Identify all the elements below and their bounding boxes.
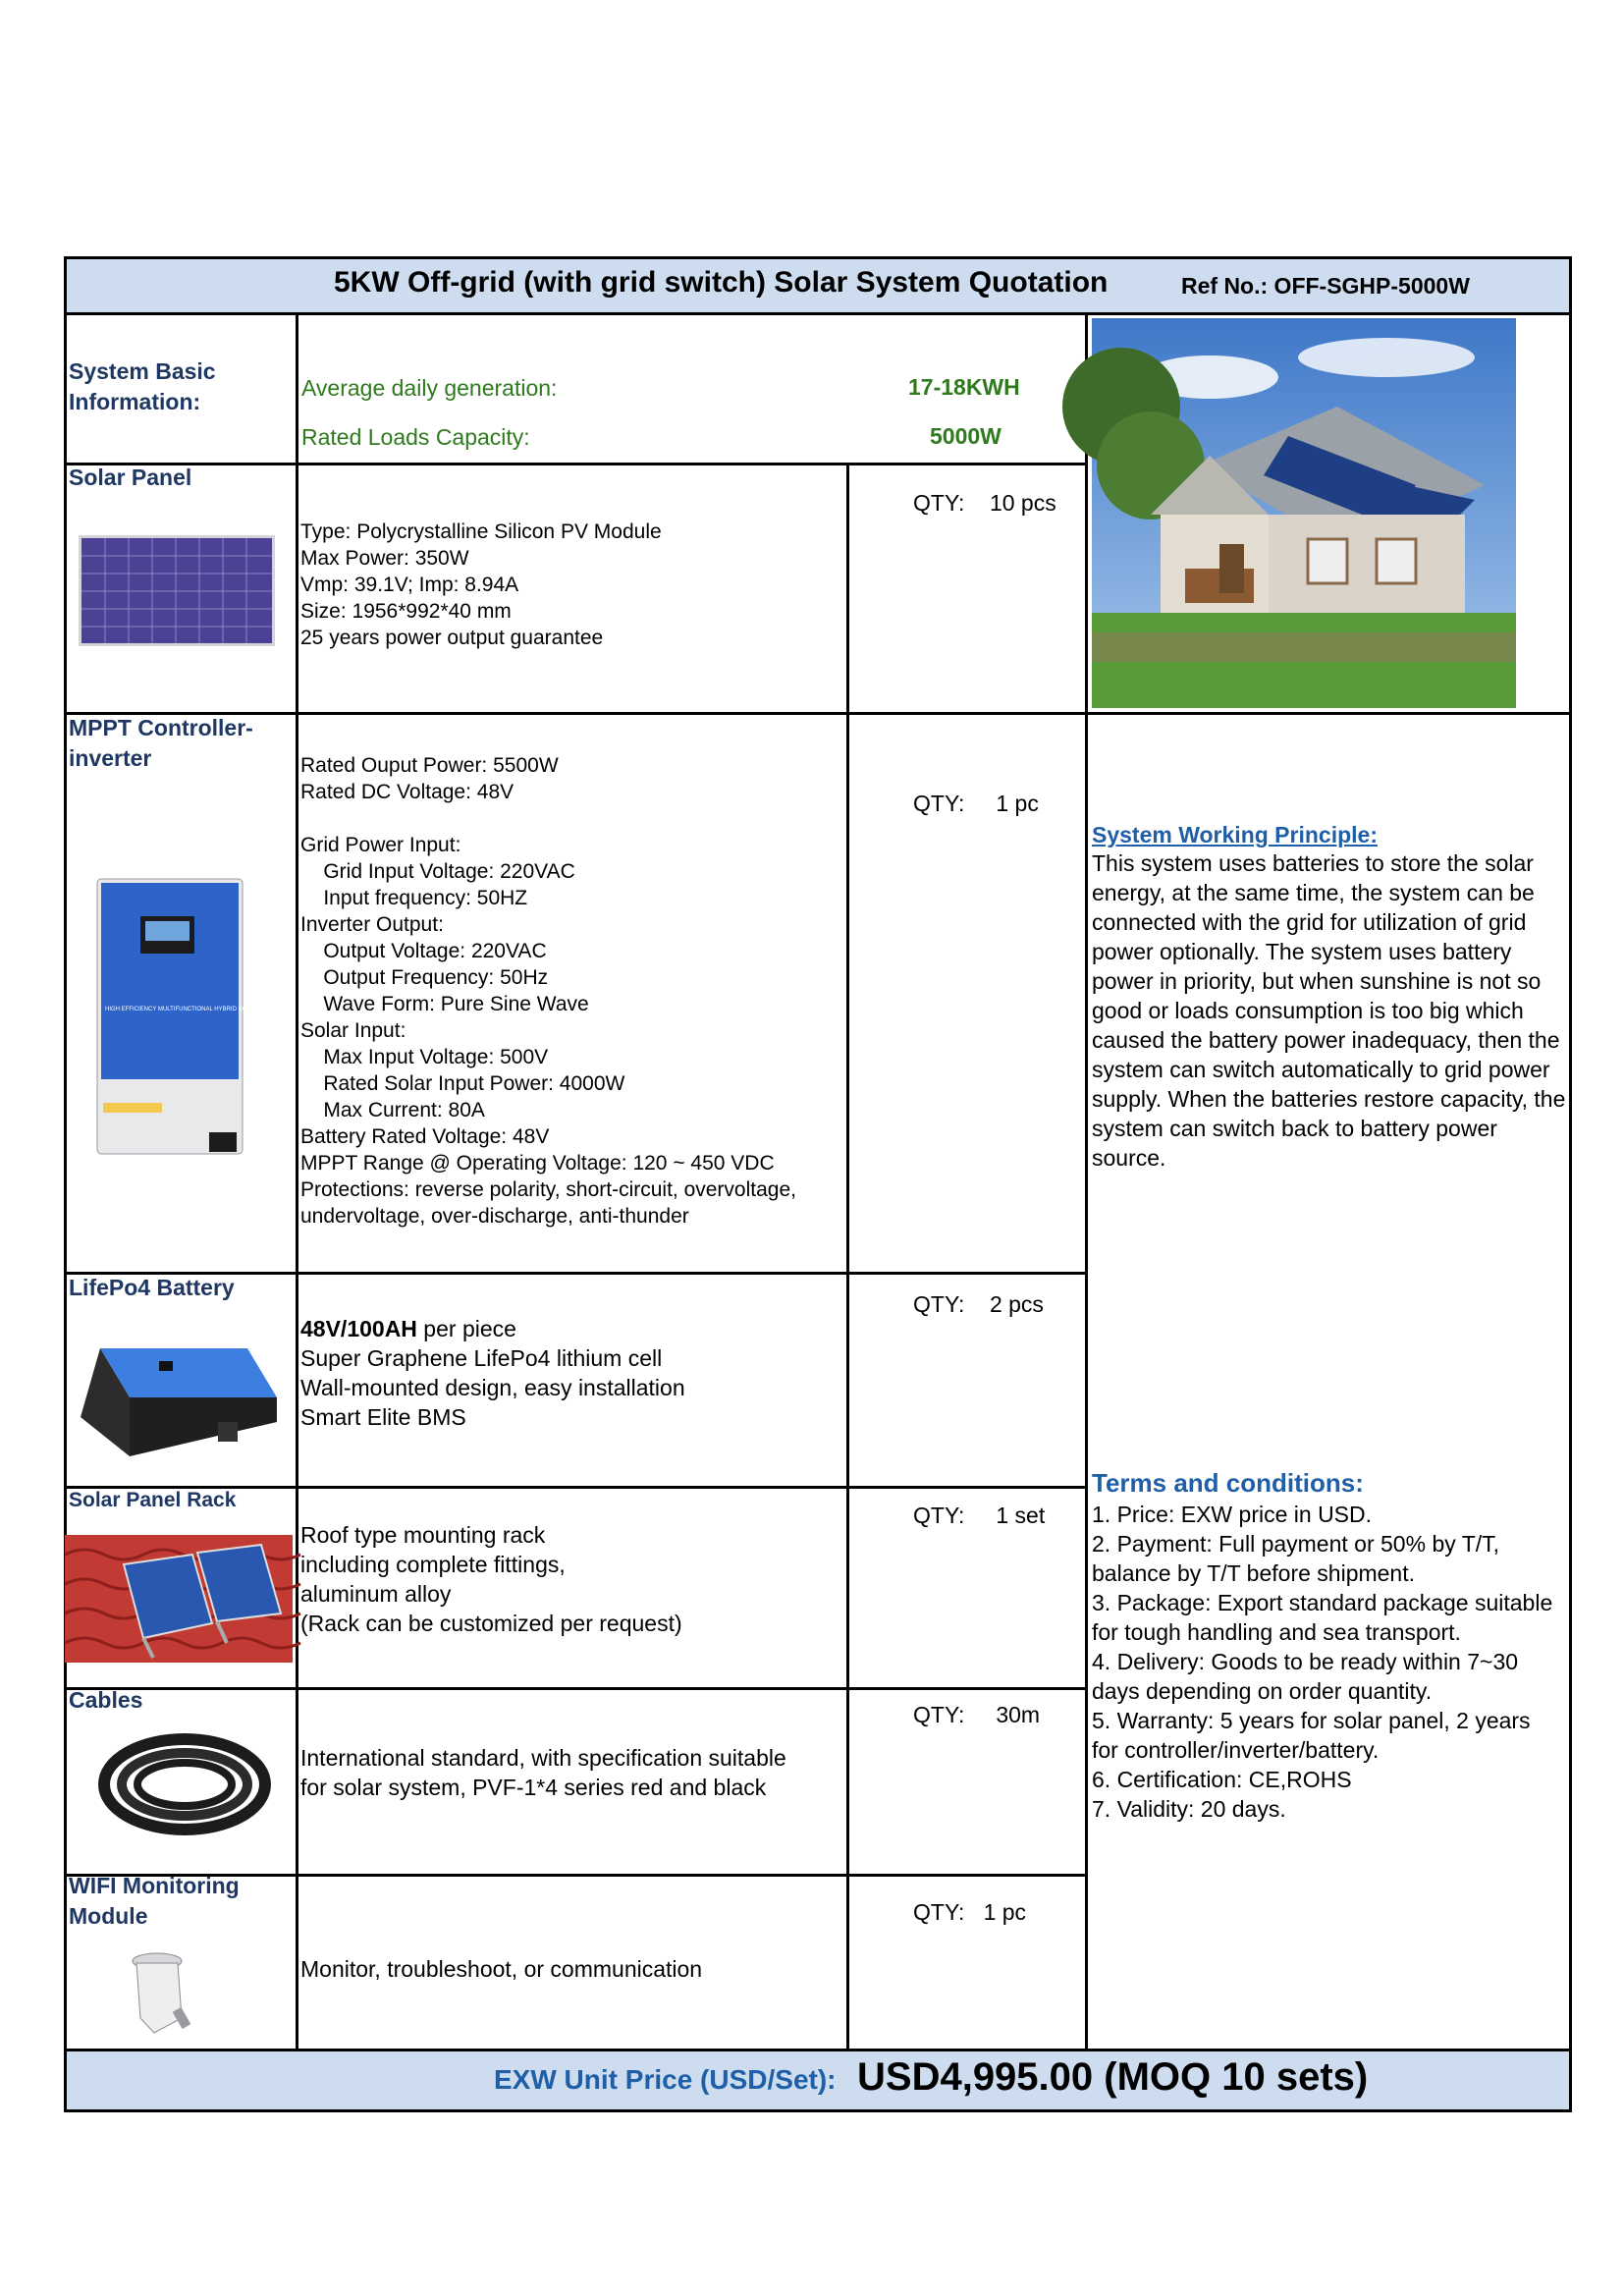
inverter-label-text: HIGH EFFICIENCY MULTIFUNCTIONAL HYBRID SOLAR INVERTER: [105, 1007, 290, 1012]
cable-image: [98, 1731, 271, 1837]
item-qty: QTY: 2 pcs: [913, 1291, 1044, 1317]
battery-capacity-suffix: per piece: [416, 1316, 516, 1341]
terms-line: 2. Payment: Full payment or 50% by T/T, balance by T/T before shipment.: [1092, 1531, 1500, 1586]
item-spec: Roof type mounting rack including complete fittings, aluminum alloy (Rack can be customized per request): [300, 1522, 682, 1636]
page-title: 5KW Off-grid (with grid switch) Solar System Quotation: [334, 266, 1109, 299]
house-photo: [1092, 318, 1516, 708]
item-label: Solar Panel Rack: [69, 1489, 237, 1511]
terms-line: 6. Certification: CE,ROHS: [1092, 1767, 1352, 1792]
divider: [64, 712, 1572, 715]
item-label: MPPT Controller-inverter: [69, 715, 253, 771]
item-label: LifePo4 Battery: [69, 1275, 235, 1300]
terms-line: 4. Delivery: Goods to be ready within 7~30 days depending on order quantity.: [1092, 1649, 1519, 1704]
terms-line: 3. Package: Export standard package suitable for tough handling and sea transport.: [1092, 1590, 1553, 1645]
price-label: EXW Unit Price (USD/Set):: [494, 2064, 837, 2095]
principle-text: This system uses batteries to store the solar energy, at the same time, the system can be connected with the grid for utilization of grid power optionally. The system uses battery power in priority, but when sunshine is not so good or loads consumption is too big which caused the battery power inadequacy, then the system can switch automatically to grid power supply. When the batteries restore capacity, the system can switch back to battery power source.: [1092, 850, 1566, 1171]
divider: [64, 1687, 1085, 1690]
basic-info-name: Rated Loads Capacity:: [301, 424, 530, 450]
basic-info-name: Average daily generation:: [301, 375, 558, 401]
item-spec: Monitor, troubleshoot, or communication: [300, 1956, 703, 1982]
item-label: Solar Panel: [69, 465, 192, 490]
wifi-module-image: [123, 1949, 201, 2038]
item-qty: QTY: 1 pc: [913, 791, 1039, 816]
terms-title: Terms and conditions:: [1092, 1468, 1364, 1498]
basic-info-label: System Basic Information:: [69, 358, 216, 414]
terms-line: 1. Price: EXW price in USD.: [1092, 1502, 1373, 1527]
divider: [64, 2049, 1572, 2051]
rack-image: [65, 1535, 293, 1663]
battery-capacity: 48V/100AH: [300, 1316, 417, 1341]
terms-list: [1092, 1500, 1553, 1824]
divider: [296, 312, 298, 2050]
solar-panel-image: [79, 535, 275, 646]
item-spec-first: [300, 1314, 516, 1343]
battery-image: [71, 1343, 283, 1463]
item-qty: QTY: 1 pc: [913, 1899, 1027, 1925]
item-label: WIFI Monitoring Module: [69, 1873, 240, 1929]
item-label: Cables: [69, 1687, 143, 1713]
price-value: USD4,995.00 (MOQ 10 sets): [857, 2055, 1369, 2099]
inverter-image: [91, 877, 290, 1157]
terms-line: 7. Validity: 20 days.: [1092, 1796, 1286, 1822]
item-qty: QTY: 1 set: [913, 1503, 1046, 1528]
divider: [64, 463, 1085, 465]
divider: [1085, 312, 1088, 2050]
divider: [846, 463, 849, 2050]
divider: [64, 312, 1572, 315]
item-spec: Super Graphene LifePo4 lithium cell Wall-mounted design, easy installation Smart Elite BMS: [300, 1345, 685, 1430]
item-spec: Type: Polycrystalline Silicon PV Module Max Power: 350W Vmp: 39.1V; Imp: 8.94A Size: 1956*992*40 mm 25 years power output guarantee: [300, 520, 662, 649]
item-qty: QTY: 30m: [913, 1702, 1041, 1727]
basic-info-value: 5000W: [930, 423, 1001, 449]
item-spec: International standard, with specification suitable for solar system, PVF-1*4 series red and black: [300, 1745, 786, 1800]
reference-number: Ref No.: OFF-SGHP-5000W: [1181, 273, 1470, 299]
terms-line: 5. Warranty: 5 years for solar panel, 2 years for controller/inverter/battery.: [1092, 1708, 1531, 1763]
item-qty: QTY: 10 pcs: [913, 490, 1056, 516]
item-spec: Rated Ouput Power: 5500W Rated DC Voltage: 48V Grid Power Input: Grid Input Voltage: 220VAC Input frequency: 50HZ Inverter Output: Output Voltage: 220VAC Output Frequency: 50Hz Wave Form: Pure Sine Wave Solar Input: Max Input Voltage: 500V Rated Solar Input Power: 4000W Max Current: 80A Battery Rated Voltage: 48V MPPT Range @ Operating Voltage: 120 ~ 450 VDC Protections: reverse polarity, short-circuit, overvoltage, undervoltage, over-discharge, anti-thunder: [300, 754, 796, 1228]
principle-title: System Working Principle:: [1092, 822, 1378, 847]
basic-info-value: 17-18KWH: [908, 374, 1020, 400]
